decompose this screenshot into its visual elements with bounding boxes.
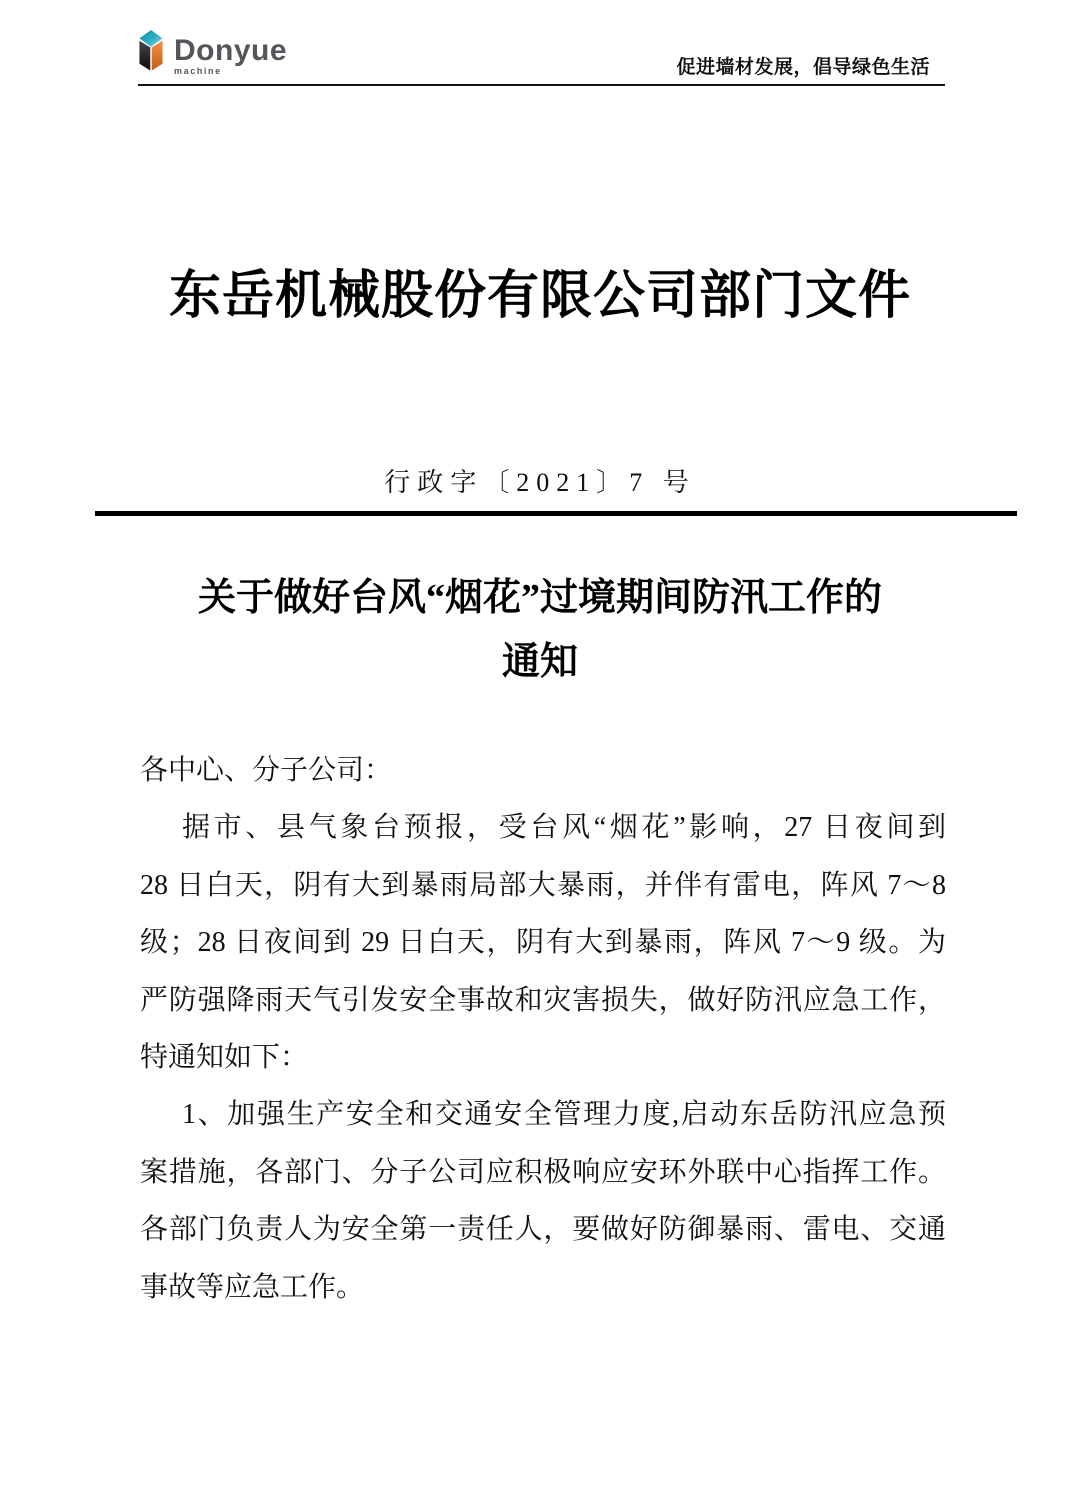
body-line: 案措施，各部门、分子公司应积极响应安环外联中心指挥工作。 <box>140 1156 946 1188</box>
brand-subtitle: machine <box>174 66 222 76</box>
body-text <box>140 742 946 1316</box>
subject-title <box>90 566 990 694</box>
title-divider <box>95 511 1017 516</box>
body-line: 1、加强生产安全和交通安全管理力度,启动东岳防汛应急预 <box>182 1099 946 1131</box>
body-line: 28 日白天，阴有大到暴雨局部大暴雨，并伴有雷电，阵风 7～8 <box>140 869 946 901</box>
body-line: 严防强降雨天气引发安全事故和灾害损失，做好防汛应急工作， <box>140 984 946 1016</box>
body-line: 据市、县气象台预报，受台风“烟花”影响，27 日夜间到 <box>182 812 946 844</box>
body-line: 级；28 日夜间到 29 日白天，阴有大到暴雨，阵风 7～9 级。为 <box>140 927 946 959</box>
body-line: 各部门负责人为安全第一责任人，要做好防御暴雨、雷电、交通 <box>140 1214 946 1246</box>
header-divider <box>138 84 945 86</box>
company-logo <box>138 30 287 76</box>
org-title: 东岳机械股份有限公司部门文件 <box>168 268 911 325</box>
subject-line-2: 通知 <box>501 641 578 683</box>
body-line: 事故等应急工作。 <box>140 1271 365 1303</box>
brand-wordmark <box>174 34 288 76</box>
salutation: 各中心、分子公司： <box>140 755 393 786</box>
subject-line-1: 关于做好台风“烟花”过境期间防汛工作的 <box>197 577 882 619</box>
header-slogan: 促进墙材发展，倡导绿色生活 <box>676 57 930 78</box>
doc-number: 行政字〔2021〕7 号 <box>384 468 696 497</box>
body-line: 特通知如下： <box>140 1041 309 1073</box>
brand-name: Donyue <box>174 34 288 67</box>
cube-logo-icon <box>138 30 164 72</box>
